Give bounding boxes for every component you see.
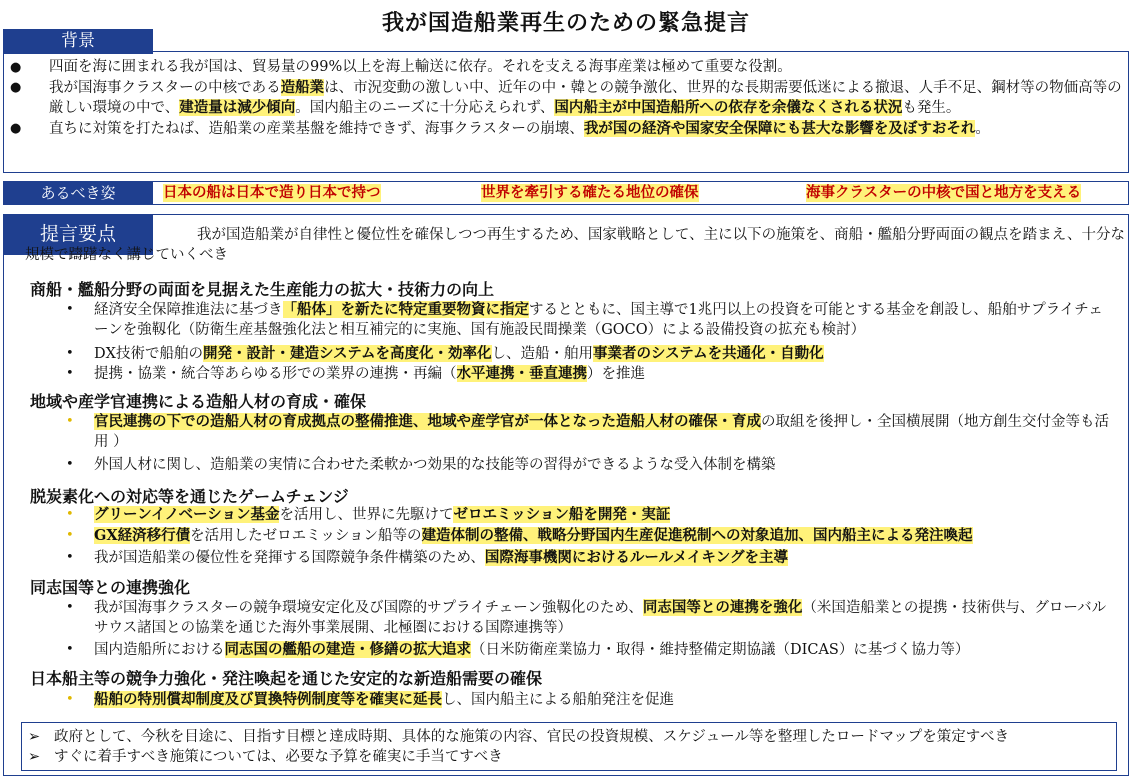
text-run: （日米防衛産業協力・取得・維持整備定期協議（DICAS）に基づく協力等） bbox=[471, 642, 970, 658]
section-item bbox=[66, 505, 1116, 525]
background-bullet bbox=[8, 58, 1123, 78]
text-run: 外国人材に関し、造船業の実情に合わせた柔軟かつ効果的な技能等の習得ができるような受入体制を構築 bbox=[94, 457, 776, 473]
bullet-dot-icon: ● bbox=[10, 60, 22, 75]
section-item bbox=[66, 598, 1116, 638]
text-run: 我が国海事クラスターの中核である bbox=[49, 79, 281, 96]
text-run: も発生。 bbox=[902, 100, 961, 116]
arubeki-item-2: 世界を牽引する確たる地位の確保 bbox=[481, 185, 699, 201]
bullet-dot-icon: • bbox=[66, 528, 74, 543]
section-heading: 脱炭素化への対応等を通じたゲームチェンジ bbox=[30, 487, 349, 506]
conclusion-line-1 bbox=[28, 727, 1009, 747]
section-item bbox=[66, 690, 1116, 710]
highlighted-text: 国際海事機関におけるルールメイキングを主導 bbox=[484, 549, 788, 566]
section-item bbox=[66, 526, 1116, 546]
section-item-text bbox=[66, 598, 1116, 638]
highlighted-text: 建造体制の整備、戦略分野国内生産促進税制への対象追加、国内船主による発注喚起 bbox=[421, 527, 973, 544]
highlighted-text: 水平連携・垂直連携 bbox=[456, 365, 587, 382]
conclusion-line-2 bbox=[28, 747, 503, 767]
text-run: 我が国造船業の優位性を発揮する国際競争条件構築のため、 bbox=[94, 550, 485, 566]
highlighted-text: 造船業 bbox=[280, 78, 325, 96]
section-item-text bbox=[66, 364, 1116, 384]
highlighted-text: 同志国等との連携を強化 bbox=[642, 599, 803, 616]
section-item bbox=[66, 344, 1116, 364]
text-run: 我が国海事クラスターの競争環境安定化及び国際的サプライチェーン強靱化のため、 bbox=[94, 600, 643, 616]
text-run: を活用したゼロエミッション船等の bbox=[190, 528, 422, 544]
text-run: を活用し、世界に先駆けて bbox=[279, 507, 454, 523]
highlighted-text: 船舶の特別償却制度及び買換特例制度等を確実に延長 bbox=[94, 691, 442, 708]
text-run: 提携・協業・統合等あらゆる形での業界の連携・再編（ bbox=[94, 366, 457, 382]
section-heading: 同志国等との連携強化 bbox=[30, 578, 191, 597]
bullet-dot-icon: • bbox=[66, 302, 74, 317]
text-run: DX技術で船舶の bbox=[94, 346, 203, 362]
highlighted-text: GX経済移行債 bbox=[94, 527, 191, 544]
highlighted-text: ゼロエミッション船を開発・実証 bbox=[453, 506, 671, 523]
section-item bbox=[66, 640, 1116, 660]
bullet-dot-icon: • bbox=[66, 642, 74, 657]
text-run: （米国造船業との提携・技術供与、グローバルサウス諸国との協業を通じた海外事業展開、北極圏における国際連携等） bbox=[94, 600, 1107, 636]
section-item-text bbox=[66, 640, 1116, 660]
bullet-dot-icon: ● bbox=[10, 79, 22, 95]
teigen-intro: 我が国造船業が自律性と優位性を確保しつつ再生するため、国家戦略として、主に以下の施策を、商船・艦船分野両面の観点を踏まえ、十分な規模で躊躇なく講じていくべき bbox=[25, 227, 1125, 263]
arrow-bullet-icon: ➢ bbox=[28, 749, 41, 765]
bullet-dot-icon: • bbox=[66, 457, 74, 472]
bullet-dot-icon: • bbox=[66, 600, 74, 615]
highlighted-text: 国内船主が中国造船所への依存を余儀なくされる状況 bbox=[554, 99, 903, 116]
section-item-text bbox=[66, 344, 1116, 364]
text-run: ）を推進 bbox=[587, 366, 645, 382]
bullet-dot-icon: • bbox=[66, 346, 74, 361]
section-item-text bbox=[66, 690, 1116, 710]
text-run: 直ちに対策を打たねば、造船業の産業基盤を維持できず、海事クラスターの崩壊、 bbox=[49, 120, 584, 137]
arubeki-item-1: 日本の船は日本で造り日本で持つ bbox=[163, 185, 381, 201]
bullet-dot-icon: • bbox=[66, 366, 74, 381]
section-item bbox=[66, 364, 1116, 384]
section-heading: 地域や産学官連携による造船人材の育成・確保 bbox=[30, 392, 367, 411]
section-item-text bbox=[66, 548, 1116, 568]
text-run: し、国内船主による船舶発注を促進 bbox=[442, 692, 674, 708]
highlighted-text: 「船体」を新たに特定重要物資に指定 bbox=[282, 301, 529, 318]
page-title: 我が国造船業再生のための緊急提言 bbox=[381, 10, 750, 36]
highlighted-text: 官民連携の下での造船人材の育成拠点の整備推進、地域や産学官が一体となった造船人材の確保・育成 bbox=[94, 413, 761, 430]
background-bullet bbox=[8, 78, 1123, 119]
bullet-dot-icon: • bbox=[66, 692, 74, 707]
text-run: し、造船・舶用 bbox=[491, 346, 594, 362]
section-item bbox=[66, 455, 1116, 475]
highlighted-text: 我が国の経済や国家安全保障にも甚大な影響を及ぼすおそれ bbox=[583, 119, 976, 137]
highlighted-text: 同志国の艦船の建造・修繕の拡大追求 bbox=[224, 641, 471, 658]
background-list bbox=[8, 58, 1123, 139]
section-item bbox=[66, 300, 1116, 340]
background-bullet bbox=[8, 119, 1123, 140]
section-item-text bbox=[66, 455, 1116, 475]
arubeki-item-3: 海事クラスターの中核で国と地方を支える bbox=[806, 185, 1082, 201]
conclusion-text-1: 政府として、今秋を目途に、目指す目標と達成時期、具体的な施策の内容、官民の投資規模、スケジュール等を整理したロードマップを策定すべき bbox=[54, 729, 1009, 745]
bullet-dot-icon: ● bbox=[10, 120, 22, 136]
highlighted-text: 事業者のシステムを共通化・自動化 bbox=[593, 345, 824, 362]
section-item bbox=[66, 548, 1116, 568]
section-heading: 商船・艦船分野の両面を見据えた生産能力の拡大・技術力の向上 bbox=[30, 280, 495, 299]
highlighted-text: 建造量は減少傾向 bbox=[179, 99, 296, 116]
text-run: するとともに、国主導で1兆円以上の投資を可能とする基金を創設し、船舶サプライチェーンを強靱化（防衛生産基盤強化法と相互補完的に実施、国有施設民間操業（GOCO）による設備投資の拡充も検討） bbox=[94, 302, 1103, 338]
section-item-text bbox=[66, 505, 1116, 525]
section-item bbox=[66, 412, 1116, 452]
highlighted-text: 開発・設計・建造システムを高度化・効率化 bbox=[202, 345, 492, 362]
section-heading: 日本船主等の競争力強化・発注喚起を通じた安定的な新造船需要の確保 bbox=[30, 669, 543, 688]
conclusion-text-2: すぐに着手すべき施策については、必要な予算を確実に手当てすべき bbox=[54, 749, 503, 765]
text-run: 。 bbox=[975, 120, 990, 137]
text-run: 四面を海に囲まれる我が国は、貿易量の99%以上を海上輸送に依存。それを支える海事産業は極めて重要な役割。 bbox=[49, 59, 792, 75]
background-tag: 背景 bbox=[3, 29, 153, 54]
arrow-bullet-icon: ➢ bbox=[28, 729, 41, 745]
arubeki-tag: あるべき姿 bbox=[3, 181, 153, 205]
bullet-dot-icon: • bbox=[66, 414, 74, 429]
text-run: 。国内船主のニーズに十分応えられず、 bbox=[295, 100, 555, 116]
section-item-text bbox=[66, 412, 1116, 452]
teigen-tag: 提言要点 bbox=[3, 214, 153, 255]
section-item-text bbox=[66, 526, 1116, 546]
bullet-dot-icon: • bbox=[66, 550, 74, 565]
text-run: は、市況変動の激しい中、近年の中・韓との競争激化、世界的な長期需要低迷による撤退、人手不足、鋼材等の物価高等の厳しい環境の中で、 bbox=[49, 79, 1122, 116]
text-run: の取組を後押し・全国横展開（地方創生交付金等も活用 ） bbox=[94, 414, 1109, 450]
text-run: 国内造船所における bbox=[94, 642, 225, 658]
highlighted-text: グリーンイノベーション基金 bbox=[94, 506, 280, 523]
text-run: 経済安全保障推進法に基づき bbox=[94, 302, 283, 318]
bullet-dot-icon: • bbox=[66, 507, 74, 522]
section-item-text bbox=[66, 300, 1116, 340]
